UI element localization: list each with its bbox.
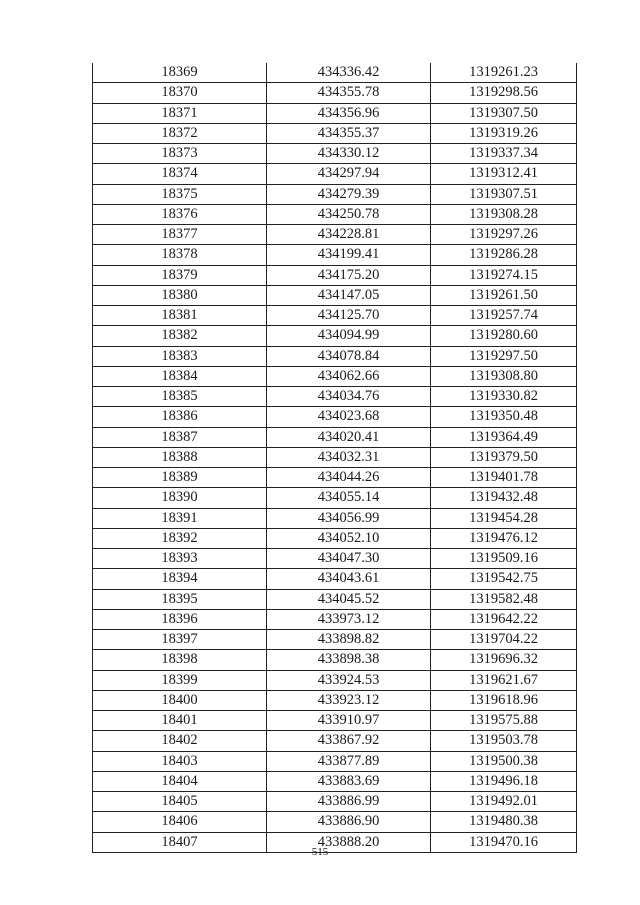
table-row — [93, 447, 577, 467]
table-row — [93, 204, 577, 224]
table-row — [93, 63, 577, 83]
y-coordinate-cell: 1319582.48 — [431, 589, 577, 609]
table-row — [93, 265, 577, 285]
point-id-cell: 18373 — [93, 144, 267, 164]
x-coordinate-cell: 433910.97 — [267, 711, 431, 731]
y-coordinate-cell: 1319618.96 — [431, 690, 577, 710]
y-coordinate-cell: 1319492.01 — [431, 792, 577, 812]
x-coordinate-cell: 434052.10 — [267, 528, 431, 548]
x-coordinate-cell: 434055.14 — [267, 488, 431, 508]
y-coordinate-cell: 1319280.60 — [431, 326, 577, 346]
table-row — [93, 549, 577, 569]
x-coordinate-cell: 433888.20 — [267, 832, 431, 852]
x-coordinate-cell: 434062.66 — [267, 366, 431, 386]
y-coordinate-cell: 1319621.67 — [431, 670, 577, 690]
point-id-cell: 18387 — [93, 427, 267, 447]
x-coordinate-cell: 434023.68 — [267, 407, 431, 427]
table-row — [93, 488, 577, 508]
point-id-cell: 18397 — [93, 630, 267, 650]
point-id-cell: 18380 — [93, 285, 267, 305]
table-row — [93, 508, 577, 528]
point-id-cell: 18391 — [93, 508, 267, 528]
y-coordinate-cell: 1319454.28 — [431, 508, 577, 528]
y-coordinate-cell: 1319274.15 — [431, 265, 577, 285]
table-row — [93, 366, 577, 386]
y-coordinate-cell: 1319308.80 — [431, 366, 577, 386]
table-row — [93, 528, 577, 548]
table-row — [93, 83, 577, 103]
table-row — [93, 407, 577, 427]
point-id-cell: 18392 — [93, 528, 267, 548]
x-coordinate-cell: 434297.94 — [267, 164, 431, 184]
x-coordinate-cell: 434228.81 — [267, 225, 431, 245]
table-row — [93, 346, 577, 366]
x-coordinate-cell: 433883.69 — [267, 771, 431, 791]
point-id-cell: 18385 — [93, 387, 267, 407]
point-id-cell: 18382 — [93, 326, 267, 346]
y-coordinate-cell: 1319364.49 — [431, 427, 577, 447]
table-row — [93, 123, 577, 143]
page-number: 515 — [311, 846, 329, 858]
y-coordinate-cell: 1319704.22 — [431, 630, 577, 650]
table-row — [93, 184, 577, 204]
point-id-cell: 18376 — [93, 204, 267, 224]
y-coordinate-cell: 1319379.50 — [431, 447, 577, 467]
table-row — [93, 225, 577, 245]
x-coordinate-cell: 433886.90 — [267, 812, 431, 832]
table-row — [93, 792, 577, 812]
x-coordinate-cell: 433886.99 — [267, 792, 431, 812]
table-row — [93, 771, 577, 791]
table-row — [93, 164, 577, 184]
table-row — [93, 427, 577, 447]
y-coordinate-cell: 1319401.78 — [431, 468, 577, 488]
table-row — [93, 103, 577, 123]
x-coordinate-cell: 434034.76 — [267, 387, 431, 407]
y-coordinate-cell: 1319330.82 — [431, 387, 577, 407]
table-row — [93, 690, 577, 710]
y-coordinate-cell: 1319307.50 — [431, 103, 577, 123]
y-coordinate-cell: 1319350.48 — [431, 407, 577, 427]
table-row — [93, 711, 577, 731]
x-coordinate-cell: 434250.78 — [267, 204, 431, 224]
point-id-cell: 18402 — [93, 731, 267, 751]
point-id-cell: 18383 — [93, 346, 267, 366]
point-id-cell: 18395 — [93, 589, 267, 609]
y-coordinate-cell: 1319298.56 — [431, 83, 577, 103]
point-id-cell: 18378 — [93, 245, 267, 265]
point-id-cell: 18403 — [93, 751, 267, 771]
point-id-cell: 18396 — [93, 609, 267, 629]
x-coordinate-cell: 434356.96 — [267, 103, 431, 123]
point-id-cell: 18406 — [93, 812, 267, 832]
x-coordinate-cell: 434147.05 — [267, 285, 431, 305]
x-coordinate-cell: 434045.52 — [267, 589, 431, 609]
y-coordinate-cell: 1319480.38 — [431, 812, 577, 832]
x-coordinate-cell: 434199.41 — [267, 245, 431, 265]
x-coordinate-cell: 434047.30 — [267, 549, 431, 569]
y-coordinate-cell: 1319312.41 — [431, 164, 577, 184]
point-id-cell: 18372 — [93, 123, 267, 143]
x-coordinate-cell: 434355.37 — [267, 123, 431, 143]
point-id-cell: 18389 — [93, 468, 267, 488]
point-id-cell: 18398 — [93, 650, 267, 670]
y-coordinate-cell: 1319575.88 — [431, 711, 577, 731]
y-coordinate-cell: 1319470.16 — [431, 832, 577, 852]
x-coordinate-cell: 434336.42 — [267, 63, 431, 83]
y-coordinate-cell: 1319696.32 — [431, 650, 577, 670]
table-row — [93, 751, 577, 771]
point-id-cell: 18399 — [93, 670, 267, 690]
x-coordinate-cell: 433867.92 — [267, 731, 431, 751]
y-coordinate-cell: 1319542.75 — [431, 569, 577, 589]
x-coordinate-cell: 434125.70 — [267, 306, 431, 326]
table-row — [93, 812, 577, 832]
y-coordinate-cell: 1319509.16 — [431, 549, 577, 569]
x-coordinate-cell: 433923.12 — [267, 690, 431, 710]
coordinate-table-container — [92, 63, 576, 853]
y-coordinate-cell: 1319297.50 — [431, 346, 577, 366]
point-id-cell: 18384 — [93, 366, 267, 386]
point-id-cell: 18394 — [93, 569, 267, 589]
y-coordinate-cell: 1319261.50 — [431, 285, 577, 305]
table-row — [93, 609, 577, 629]
y-coordinate-cell: 1319496.18 — [431, 771, 577, 791]
point-id-cell: 18388 — [93, 447, 267, 467]
point-id-cell: 18386 — [93, 407, 267, 427]
y-coordinate-cell: 1319642.22 — [431, 609, 577, 629]
point-id-cell: 18375 — [93, 184, 267, 204]
y-coordinate-cell: 1319503.78 — [431, 731, 577, 751]
point-id-cell: 18393 — [93, 549, 267, 569]
x-coordinate-cell: 434175.20 — [267, 265, 431, 285]
y-coordinate-cell: 1319297.26 — [431, 225, 577, 245]
y-coordinate-cell: 1319500.38 — [431, 751, 577, 771]
point-id-cell: 18390 — [93, 488, 267, 508]
point-id-cell: 18371 — [93, 103, 267, 123]
table-row — [93, 650, 577, 670]
x-coordinate-cell: 434032.31 — [267, 447, 431, 467]
table-row — [93, 569, 577, 589]
x-coordinate-cell: 434056.99 — [267, 508, 431, 528]
table-row — [93, 387, 577, 407]
point-id-cell: 18404 — [93, 771, 267, 791]
table-row — [93, 285, 577, 305]
point-id-cell: 18369 — [93, 63, 267, 83]
table-row — [93, 731, 577, 751]
y-coordinate-cell: 1319308.28 — [431, 204, 577, 224]
x-coordinate-cell: 433898.82 — [267, 630, 431, 650]
point-id-cell: 18379 — [93, 265, 267, 285]
point-id-cell: 18381 — [93, 306, 267, 326]
x-coordinate-cell: 434020.41 — [267, 427, 431, 447]
table-row — [93, 306, 577, 326]
point-id-cell: 18374 — [93, 164, 267, 184]
x-coordinate-cell: 434044.26 — [267, 468, 431, 488]
coordinate-table — [92, 63, 577, 853]
x-coordinate-cell: 434330.12 — [267, 144, 431, 164]
point-id-cell: 18401 — [93, 711, 267, 731]
x-coordinate-cell: 433898.38 — [267, 650, 431, 670]
table-row — [93, 630, 577, 650]
x-coordinate-cell: 433973.12 — [267, 609, 431, 629]
y-coordinate-cell: 1319337.34 — [431, 144, 577, 164]
table-row — [93, 589, 577, 609]
table-row — [93, 144, 577, 164]
point-id-cell: 18400 — [93, 690, 267, 710]
y-coordinate-cell: 1319432.48 — [431, 488, 577, 508]
table-row — [93, 468, 577, 488]
table-row — [93, 670, 577, 690]
x-coordinate-cell: 434094.99 — [267, 326, 431, 346]
x-coordinate-cell: 434279.39 — [267, 184, 431, 204]
y-coordinate-cell: 1319257.74 — [431, 306, 577, 326]
y-coordinate-cell: 1319307.51 — [431, 184, 577, 204]
point-id-cell: 18377 — [93, 225, 267, 245]
table-row — [93, 245, 577, 265]
y-coordinate-cell: 1319261.23 — [431, 63, 577, 83]
point-id-cell: 18370 — [93, 83, 267, 103]
x-coordinate-cell: 434043.61 — [267, 569, 431, 589]
coordinate-table-body — [93, 63, 577, 852]
point-id-cell: 18405 — [93, 792, 267, 812]
y-coordinate-cell: 1319476.12 — [431, 528, 577, 548]
x-coordinate-cell: 434078.84 — [267, 346, 431, 366]
table-row — [93, 326, 577, 346]
x-coordinate-cell: 433877.89 — [267, 751, 431, 771]
y-coordinate-cell: 1319319.26 — [431, 123, 577, 143]
y-coordinate-cell: 1319286.28 — [431, 245, 577, 265]
point-id-cell: 18407 — [93, 832, 267, 852]
x-coordinate-cell: 434355.78 — [267, 83, 431, 103]
x-coordinate-cell: 433924.53 — [267, 670, 431, 690]
